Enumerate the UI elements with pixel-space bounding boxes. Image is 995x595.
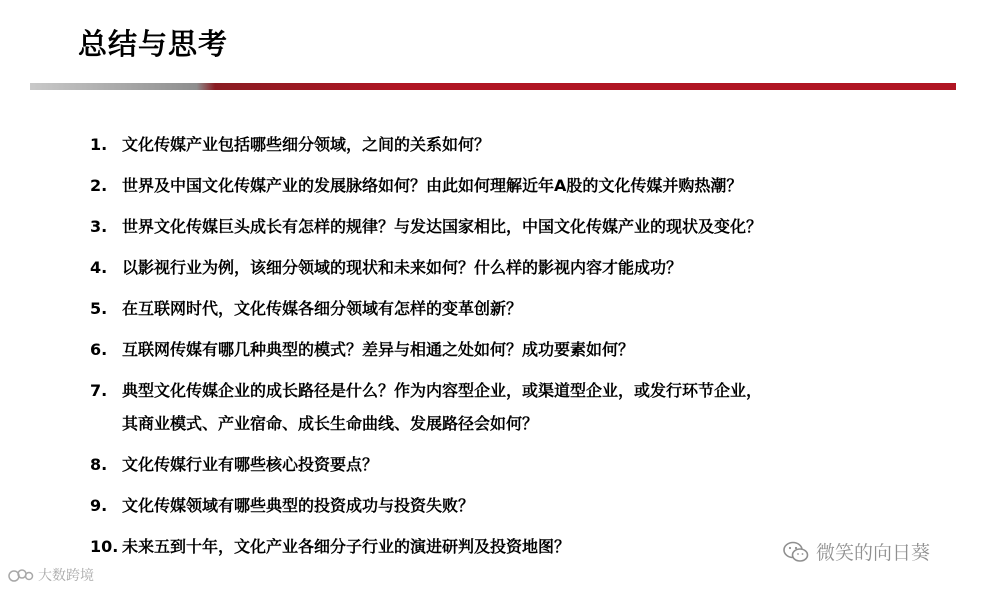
question-item <box>90 251 762 284</box>
question-number: 8. <box>90 455 108 474</box>
question-text-line: 在互联网时代，文化传媒各细分领域有怎样的变革创新？ <box>122 299 523 318</box>
question-item <box>90 333 762 366</box>
question-number: 2. <box>90 176 108 195</box>
question-number: 1. <box>90 135 108 154</box>
question-text-line: 其商业模式、产业宿命、成长生命曲线、发展路径会如何？ <box>122 414 539 433</box>
question-list <box>90 128 762 571</box>
question-item <box>90 530 762 563</box>
question-number: 4. <box>90 258 108 277</box>
source-watermark <box>8 565 94 585</box>
title-divider-bar <box>30 83 956 90</box>
question-text-line: 文化传媒产业包括哪些细分领域，之间的关系如何？ <box>122 135 491 154</box>
question-text <box>122 489 474 522</box>
question-item <box>90 448 762 481</box>
question-item <box>90 374 762 440</box>
question-number: 6. <box>90 340 108 359</box>
author-watermark-text: 微笑的向日葵 <box>816 542 931 564</box>
wechat-icon <box>782 540 810 564</box>
author-watermark <box>782 538 930 565</box>
question-item <box>90 169 762 202</box>
question-number: 9. <box>90 496 108 515</box>
question-text <box>122 292 522 325</box>
source-watermark-text: 大数跨境 <box>38 568 94 584</box>
question-number: 3. <box>90 217 108 236</box>
question-text-line: 未来五到十年，文化产业各细分子行业的演进研判及投资地图？ <box>122 537 571 556</box>
question-text-line: 互联网传媒有哪几种典型的模式？差异与相通之处如何？成功要素如何？ <box>122 340 635 359</box>
question-text <box>122 169 742 202</box>
question-text-line: 文化传媒领域有哪些典型的投资成功与投资失败？ <box>122 496 475 515</box>
question-item <box>90 128 762 161</box>
brand-logo-icon <box>8 566 34 584</box>
question-text <box>122 128 490 161</box>
question-text <box>122 333 634 366</box>
question-number: 5. <box>90 299 108 318</box>
question-text <box>122 448 378 481</box>
question-item <box>90 210 762 243</box>
question-text <box>122 210 762 243</box>
question-text <box>122 374 762 440</box>
question-text-line: 典型文化传媒企业的成长路径是什么？作为内容型企业，或渠道型企业，或发行环节企业， <box>122 381 763 400</box>
question-text <box>122 251 682 284</box>
question-text-line: 以影视行业为例，该细分领域的现状和未来如何？什么样的影视内容才能成功？ <box>122 258 683 277</box>
question-text-line: 文化传媒行业有哪些核心投资要点？ <box>122 455 379 474</box>
question-item <box>90 292 762 325</box>
question-item <box>90 489 762 522</box>
slide-title: 总结与思考 <box>78 27 229 61</box>
question-number: 7. <box>90 381 108 400</box>
question-text-line: 世界及中国文化传媒产业的发展脉络如何？由此如何理解近年A股的文化传媒并购热潮？ <box>122 176 743 195</box>
question-number: 10. <box>90 537 119 556</box>
question-text-line: 世界文化传媒巨头成长有怎样的规律？与发达国家相比，中国文化传媒产业的现状及变化？ <box>122 217 763 236</box>
question-text <box>122 530 570 563</box>
